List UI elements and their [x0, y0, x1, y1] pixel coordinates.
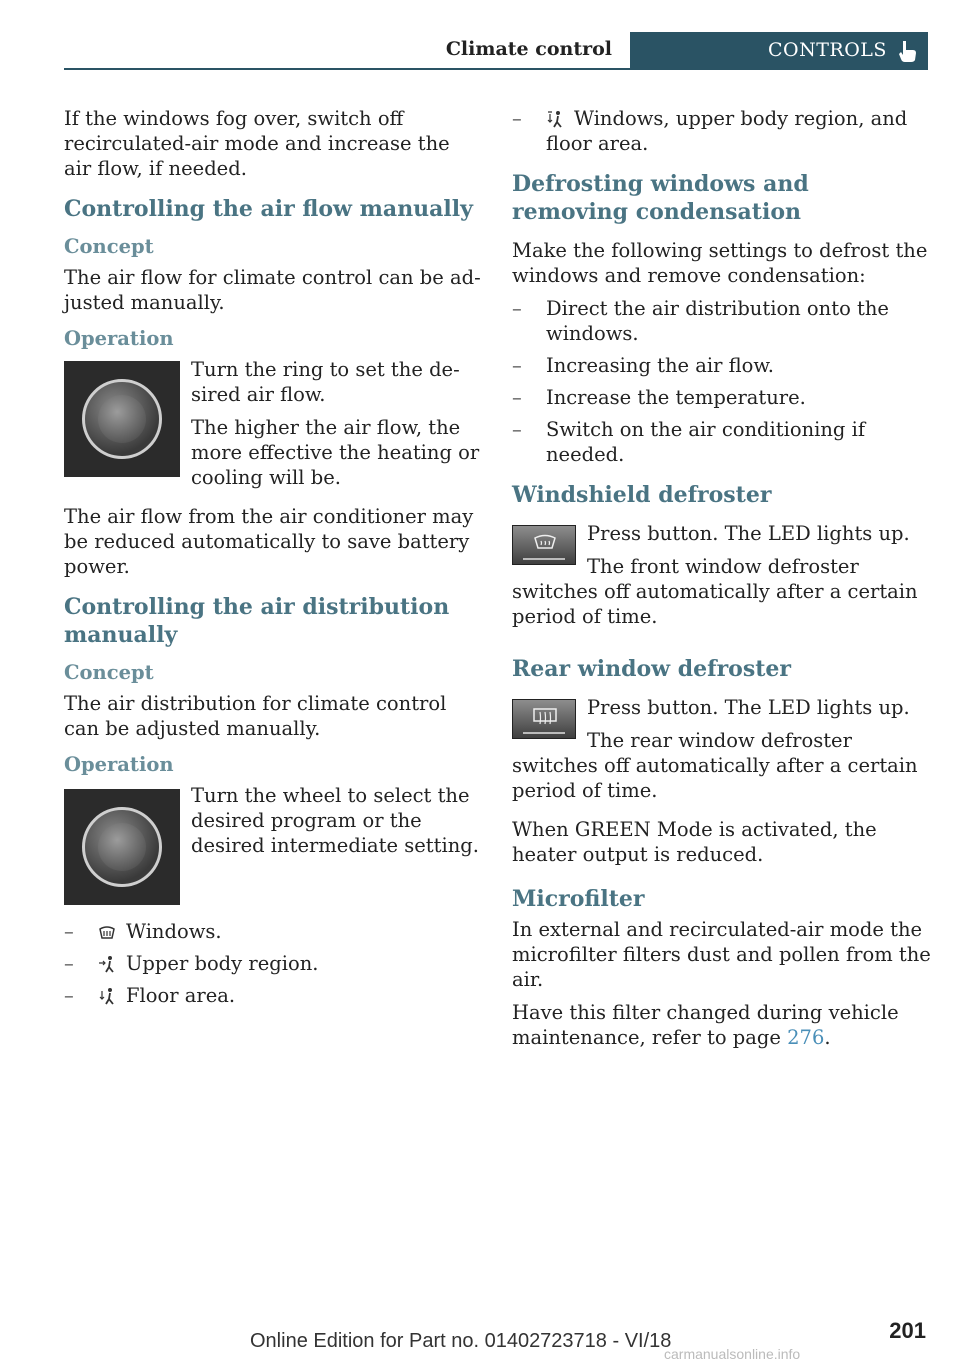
list-item: – Increasing the air flow. — [512, 353, 932, 378]
operation-text-1: Turn the ring to set the desired air flow. — [191, 358, 460, 406]
defrost-list — [512, 296, 932, 467]
subheading-operation-2: Operation — [64, 753, 174, 776]
list-item: – Windows, upper body region, and floor area. — [512, 106, 932, 156]
windshield-text-2: The front window defroster switches off automatically after a certain period of time. — [512, 555, 918, 628]
combined-airflow-icon — [546, 110, 564, 128]
list-item: – Windows. — [64, 919, 482, 944]
rear-defroster-button-image — [512, 699, 576, 739]
airflow-operation — [64, 357, 482, 490]
chapter-title: CONTROLS — [768, 39, 887, 61]
concept-text: The air flow for climate control can be adjusted manually. — [64, 266, 481, 314]
header-rule — [64, 68, 928, 70]
page-header — [64, 32, 928, 70]
green-mode-text: When GREEN Mode is activated, the heater output is reduced. — [512, 818, 877, 866]
page-link[interactable]: 276 — [787, 1026, 825, 1049]
rear-defroster-block — [512, 695, 932, 720]
floor-airflow-icon — [98, 987, 116, 1005]
right-column — [512, 106, 932, 1058]
heading-air-distribution: Controlling the air distribution manually — [64, 594, 450, 648]
defrost-intro: Make the following settings to defrost the windows and remove condensation: — [512, 239, 928, 287]
heading-air-flow: Controlling the air flow manually — [64, 196, 473, 222]
distribution-list-cont — [512, 106, 932, 156]
heading-defrosting: Defrosting windows and removing condensation — [512, 171, 809, 225]
concept-text-2: The air distribution for climate control can be adjusted manually. — [64, 692, 447, 740]
operation-text-3: Turn the wheel to select the desired program or the desired intermediate setting. — [191, 784, 479, 857]
list-item: – Upper body region. — [64, 951, 482, 976]
microfilter-text-1: In external and recirculated-air mode the microfilter filters dust and pollen from the air. — [512, 918, 931, 991]
list-item: – Increase the temperature. — [512, 385, 932, 410]
windshield-defroster-block — [512, 521, 932, 546]
list-item: – Direct the air distribution onto the windows. — [512, 296, 932, 346]
rear-defrost-icon — [531, 706, 559, 728]
section-title: Climate control — [445, 38, 612, 60]
chapter-tab — [630, 32, 928, 70]
upper-body-airflow-icon — [98, 955, 116, 973]
subheading-operation: Operation — [64, 327, 174, 350]
watermark: carmanualsonline.info — [664, 1346, 801, 1362]
intro-paragraph: If the windows fog over, switch off recirculated-air mode and increase the air flow, if needed. — [64, 107, 450, 180]
distribution-wheel-image — [64, 789, 180, 905]
edition-line: Online Edition for Part no. 01402723718 - VI/18 — [250, 1330, 672, 1352]
airflow-note: The air flow from the air conditioner may be reduced automatically to save battery power. — [64, 505, 474, 578]
list-item: – Switch on the air conditioning if needed. — [512, 417, 932, 467]
subheading-concept-2: Concept — [64, 661, 154, 684]
windshield-defrost-icon — [533, 534, 557, 552]
pointing-hand-icon — [896, 39, 918, 63]
windshield-text-1: Press button. The LED lights up. — [587, 522, 910, 545]
windshield-airflow-icon — [98, 923, 116, 941]
operation-text-2: The higher the air flow, the more effective the heating or cooling will be. — [191, 416, 480, 489]
microfilter-text-2: Have this filter changed during vehicle maintenance, refer to page 276. — [512, 1001, 899, 1049]
list-item: – Floor area. — [64, 983, 482, 1008]
rear-text-1: Press button. The LED lights up. — [587, 696, 910, 719]
distribution-list — [64, 919, 482, 1008]
subheading-concept: Concept — [64, 235, 154, 258]
left-column — [64, 106, 482, 1015]
heading-microfilter: Microfilter — [512, 886, 645, 912]
rear-text-2: The rear window defroster switches off automatically after a certain period of time. — [512, 729, 918, 802]
heading-windshield-defroster: Windshield defroster — [512, 482, 772, 508]
windshield-defroster-button-image — [512, 525, 576, 565]
distribution-operation — [64, 783, 482, 899]
page-number: 201 — [889, 1318, 926, 1343]
airflow-ring-image — [64, 361, 180, 477]
heading-rear-defroster: Rear window defroster — [512, 656, 791, 682]
